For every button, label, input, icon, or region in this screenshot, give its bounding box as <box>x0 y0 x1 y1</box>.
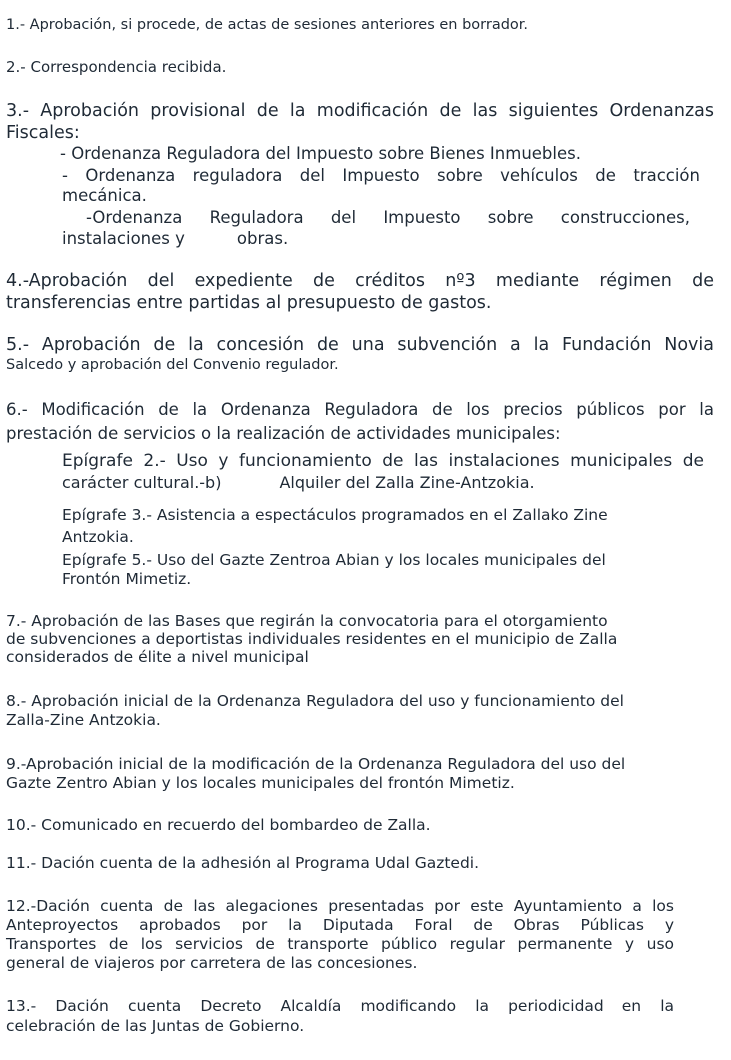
agenda-item-3-title-line1: 3.- Aprobación provisional de la modificación de las siguientes Ordenanzas <box>6 101 714 121</box>
agenda-item-7 <box>6 612 696 666</box>
agenda-item-5-line1: 5.- Aprobación de la concesión de una subvención a la Fundación Novia <box>6 335 714 355</box>
agenda-item-3-title-line2: Fiscales: <box>6 123 80 143</box>
agenda-item-13-line1a: 13.- Dación cuenta Decreto Alcaldía modificando la periodicidad <box>6 997 604 1015</box>
agenda-item-11 <box>6 854 714 873</box>
agenda-item-7-line3: considerados de élite a nivel municipal <box>6 648 309 666</box>
agenda-item-6-line1: 6.- Modificación de la Ordenanza Reguladora de los precios públicos por la <box>6 400 714 419</box>
agenda-item-10-text: 10.- Comunicado en recuerdo del bombardeo de Zalla. <box>6 816 431 834</box>
agenda-item-13 <box>6 996 674 1036</box>
agenda-item-13-line1b: en la <box>621 997 675 1015</box>
agenda-item-6-ep2-line1: Epígrafe 2.- Uso y funcionamiento de las instalaciones municipales de <box>62 451 704 471</box>
agenda-item-12-line2: Anteproyectos aprobados por la Diputada Foral de Obras Públicas y <box>6 916 674 934</box>
agenda-item-5-line2: Salcedo y aprobación del Convenio regulador. <box>6 357 339 373</box>
agenda-item-7-line1: 7.- Aprobación de las Bases que regirán la convocatoria para el otorgamiento <box>6 612 608 630</box>
agenda-item-8-line1: 8.- Aprobación inicial de la Ordenanza Reguladora del uso y funcionamiento del <box>6 692 624 710</box>
agenda-item-6-line2: prestación de servicios o la realización de actividades municipales: <box>6 424 561 443</box>
agenda-item-3-sub-2 <box>62 166 700 206</box>
agenda-item-6-ep2-line2a: carácter cultural.-b) <box>62 473 222 492</box>
agenda-item-12-line4: general de viajeros por carretera de las concesiones. <box>6 954 418 972</box>
agenda-item-6-epigrafe-3 <box>62 504 672 548</box>
agenda-item-3-sub-1 <box>60 144 700 163</box>
agenda-item-6-epigrafe-5 <box>62 551 698 589</box>
agenda-item-3-sub-3-line1: -Ordenanza Reguladora del Impuesto sobre construcciones, <box>86 208 690 227</box>
agenda-item-6-epigrafe-2 <box>62 450 704 494</box>
agenda-item-3-sub-2-line1: - Ordenanza reguladora del Impuesto sobre vehículos de tracción <box>62 166 700 185</box>
agenda-item-8-line2: Zalla-Zine Antzokia. <box>6 711 161 729</box>
agenda-item-10 <box>6 816 714 835</box>
agenda-item-2-text: 2.- Correspondencia recibida. <box>6 58 227 76</box>
agenda-item-3-sub-2-line2: mecánica. <box>62 186 147 205</box>
agenda-item-12-line1: 12.-Dación cuenta de las alegaciones presentadas por este Ayuntamiento a los <box>6 897 674 915</box>
agenda-item-2 <box>6 58 714 77</box>
agenda-item-6-ep3-line1: Epígrafe 3.- Asistencia a espectáculos programados en el Zallako Zine <box>62 506 608 524</box>
agenda-item-6-ep5-line2: Frontón Mimetiz. <box>62 570 192 588</box>
agenda-item-11-text: 11.- Dación cuenta de la adhesión al Programa Udal Gaztedi. <box>6 854 480 872</box>
agenda-item-3 <box>6 100 714 144</box>
agenda-item-12-line3: Transportes de los servicios de transporte público regular permanente y uso <box>6 935 674 953</box>
agenda-item-3-sub-3 <box>62 207 690 249</box>
agenda-item-1 <box>6 16 714 35</box>
agenda-item-9 <box>6 755 706 793</box>
agenda-item-4-line1: 4.-Aprobación del expediente de créditos nº3 mediante régimen de <box>6 271 714 291</box>
agenda-item-6 <box>6 398 714 446</box>
agenda-item-3-sub-1-text: - Ordenanza Reguladora del Impuesto sobre Bienes Inmuebles. <box>60 144 581 163</box>
agenda-item-7-line2: de subvenciones a deportistas individuales residentes en el municipio de Zalla <box>6 630 618 648</box>
agenda-item-1-text: 1.- Aprobación, si procede, de actas de sesiones anteriores en borrador. <box>6 17 529 33</box>
agenda-item-4-line2: transferencias entre partidas al presupuesto de gastos. <box>6 293 492 313</box>
agenda-item-3-sub-3-line2b: obras. <box>236 229 289 248</box>
agenda-item-8 <box>6 692 696 730</box>
agenda-item-5 <box>6 334 714 375</box>
agenda-item-3-sub-3-line2a: instalaciones y <box>62 229 185 248</box>
agenda-item-6-ep5-line1: Epígrafe 5.- Uso del Gazte Zentroa Abian y los locales municipales del <box>62 551 606 569</box>
agenda-item-6-ep3-line2: Antzokia. <box>62 528 134 546</box>
agenda-item-9-line2: Gazte Zentro Abian y los locales municipales del frontón Mimetiz. <box>6 774 515 792</box>
agenda-item-6-ep2-line2b: Alquiler del Zalla Zine-Antzokia. <box>279 473 535 492</box>
agenda-item-4 <box>6 270 714 314</box>
agenda-item-9-line1: 9.-Aprobación inicial de la modificación de la Ordenanza Reguladora del uso del <box>6 755 626 773</box>
agenda-item-13-line2: celebración de las Juntas de Gobierno. <box>6 1017 305 1035</box>
agenda-item-12 <box>6 897 674 973</box>
